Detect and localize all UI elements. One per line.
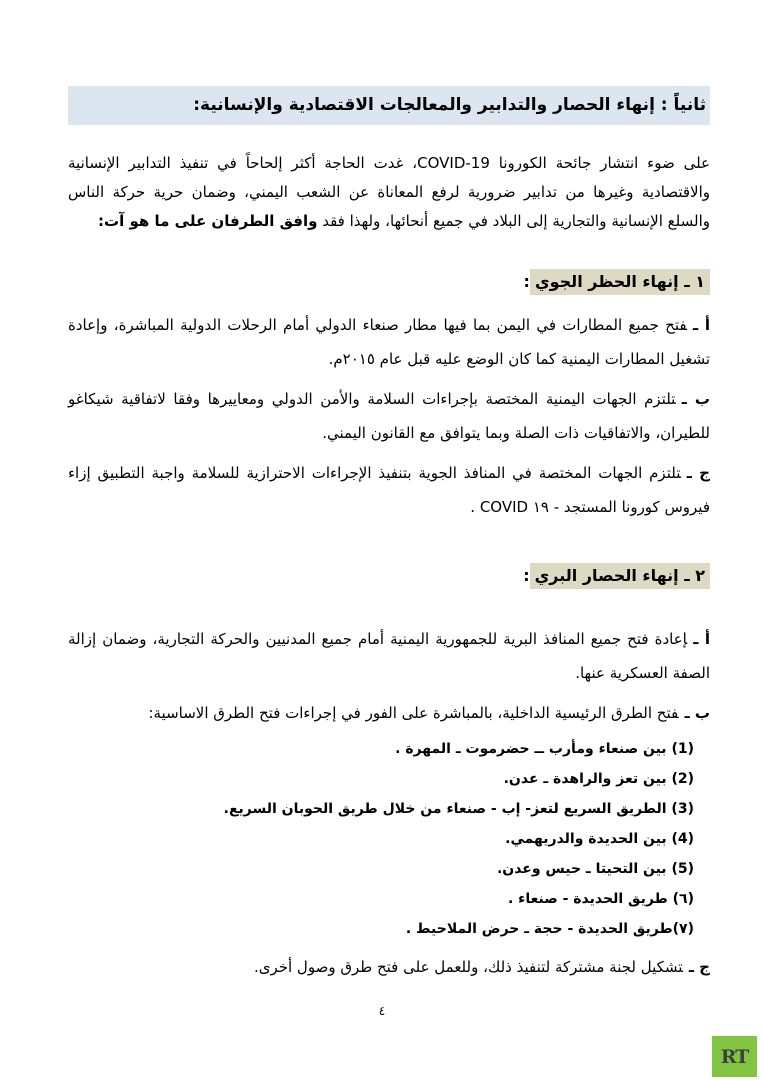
document-title: ثانياً : إنهاء الحصار والتدابير والمعالجات الاقتصادية والإنسانية: — [68, 86, 710, 125]
list-item-b1 — [68, 382, 710, 450]
item-marker: أ ـ — [692, 316, 710, 334]
item-marker: ب ـ — [684, 704, 710, 722]
item-marker: ج ـ — [686, 464, 710, 482]
page-number: ٤ — [378, 1004, 386, 1018]
item-marker: أ ـ — [693, 630, 710, 648]
land-blockade-items — [68, 622, 710, 984]
item-text: فتح جميع المطارات في اليمن بما فيها مطار صنعاء الدولي أمام الرحلات الدولية المباشرة، وإعادة تشغيل المطارات اليمنية كما كان الوضع عليه قبل عام ٢٠١٥م. — [68, 316, 710, 368]
heading-land-blockade — [68, 566, 710, 586]
item-text: إعادة فتح جميع المنافذ البرية للجمهورية اليمنية أمام جميع المدنيين والحركة التجارية، وضمان إزالة الصفة العسكرية عنها. — [68, 630, 710, 682]
heading-land-blockade-highlight: ٢ ـ إنهاء الحصار البري — [530, 563, 710, 589]
item-text: تلتزم الجهات المختصة في المنافذ الجوية بتنفيذ الإجراءات الاحترازية للسلامة واجبة التطبيق إزاء فيروس كورونا المستجد - ١٩ COVID . — [68, 464, 710, 516]
document-content — [68, 0, 710, 984]
road-item-2: (2) بين تعز والراهدة ـ عدن. — [503, 771, 694, 787]
road-item-6: (٦) طريق الحديدة - صنعاء . — [507, 891, 694, 907]
item-marker: ج ـ — [688, 958, 710, 976]
air-blockade-items — [68, 308, 710, 524]
item-text: تشكيل لجنة مشتركة لتنفيذ ذلك، وللعمل على فتح طرق وصول أخرى. — [253, 958, 683, 976]
road-item-3: (3) الطريق السريع لتعز- إب - صنعاء من خلال طريق الحوبان السريع. — [223, 801, 694, 817]
heading-air-blockade-colon: : — [523, 272, 530, 291]
item-text: تلتزم الجهات اليمنية المختصة بإجراءات السلامة والأمن الدولي ومعاييرها وفقا لاتفاقية شيكاغو للطيران، والاتفاقيات ذات الصلة وبما يتوافق مع القانون اليمني. — [68, 390, 710, 442]
heading-air-blockade-highlight: ١ ـ إنهاء الحظر الجوي — [530, 269, 710, 295]
intro-bold-text: وافق الطرفان على ما هو آت: — [98, 212, 318, 230]
road-item-4: (4) بين الحديدة والدريهمي. — [505, 831, 694, 847]
list-item-a2 — [68, 622, 710, 690]
rt-logo: RT — [712, 1036, 757, 1077]
road-item-1: (1) بين صنعاء ومأرب ــ حضرموت ـ المهرة . — [395, 741, 694, 757]
heading-land-blockade-colon: : — [523, 566, 530, 585]
item-marker: ب ـ — [681, 390, 710, 408]
list-item-c1 — [68, 456, 710, 524]
road-item-7: (٧)طريق الحديدة - حجة ـ حرض الملاحيط . — [405, 921, 694, 937]
intro-text: على ضوء انتشار جائحة الكورونا COVID-19، غدت الحاجة أكثر إلحاحاً في تنفيذ التدابير الإنسانية والاقتصادية وغيرها من تدابير ضرورية لرفع المعاناة عن الشعب اليمني، وضمان حرية حركة الناس والسلع الإنسانية والتجارية إلى البلاد في جميع أنحائها، ولهذا فقد — [68, 154, 711, 230]
list-item-c2 — [68, 950, 710, 984]
road-item-5: (5) بين التحيتا ـ حيس وعدن. — [496, 861, 694, 877]
list-item-b2 — [68, 696, 710, 730]
list-item-a1 — [68, 308, 710, 376]
heading-air-blockade — [68, 272, 710, 292]
intro-paragraph — [68, 149, 710, 236]
item-text: فتح الطرق الرئيسية الداخلية، بالمباشرة على الفور في إجراءات فتح الطرق الاساسية: — [148, 704, 679, 722]
roads-list — [68, 734, 710, 944]
